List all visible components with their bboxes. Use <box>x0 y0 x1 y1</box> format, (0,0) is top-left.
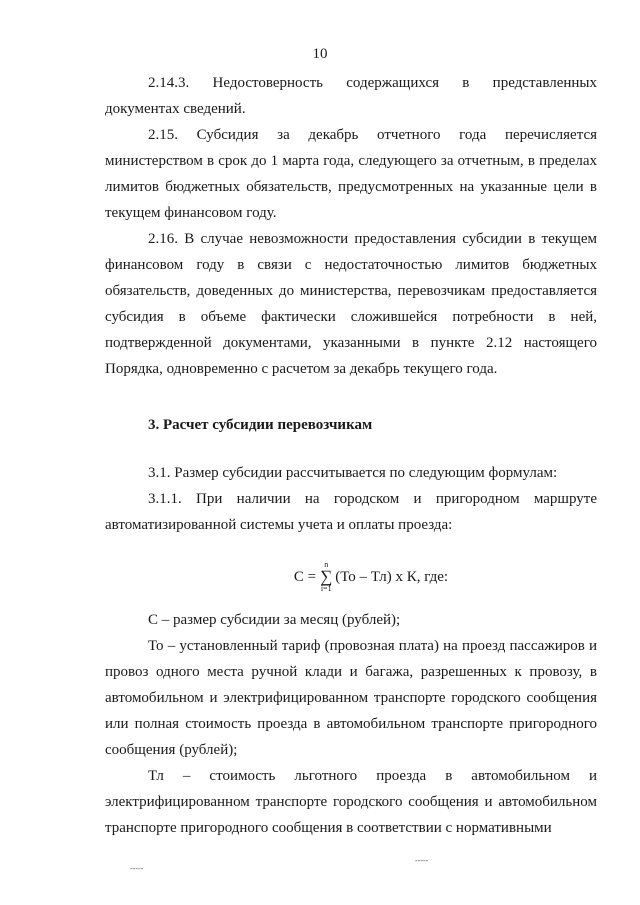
paragraph-2-15-rest: министерством в срок до 1 марта года, следующего за отчетным, в пределах лимитов бюджетных обязательств, предусмотренных на указанные цели в текущем финансовом году. <box>105 153 597 221</box>
footer-mark-left: ----- <box>130 864 144 873</box>
formula-rhs: (То – Тл) х К, где: <box>335 568 449 585</box>
footer-mark-right: ----- <box>415 856 429 865</box>
paragraph-3-1: 3.1. Размер субсидии рассчитывается по следующим формулам: <box>148 465 558 481</box>
document-body <box>105 70 597 841</box>
paragraph-2-14-3: 2.14.3. Недостоверность содержащихся в представленных документах сведений. <box>105 75 597 117</box>
paragraph-2-16: 2.16. В случае невозможности предоставления субсидии в текущем финансовом году в связи с недостаточностью лимитов бюджетных обязательств, доведенных до министерства, перевозчикам предоставляется субсидия в объеме фактически сложившейся потребности в ней, подтвержденной документами, указанными в пункте 2.12 настоящего Порядка, одновременно с расчетом за декабрь текущего года. <box>105 231 597 377</box>
sum-lower-limit: i=1 <box>320 584 332 593</box>
formula-lhs: С = <box>293 568 317 585</box>
definition-c: С – размер субсидии за месяц (рублей); <box>148 612 401 628</box>
subsidy-formula <box>105 560 597 593</box>
paragraph-3-1-1: 3.1.1. При наличии на городском и пригородном маршруте автоматизированной системы учета и оплаты проезда: <box>105 491 597 533</box>
paragraph-2-15-first-line: 2.15. Субсидия за декабрь отчетного года перечисляется <box>148 127 597 143</box>
summation-symbol <box>320 560 332 593</box>
sigma-icon: ∑ <box>320 567 333 586</box>
sum-upper-limit: n <box>324 560 329 569</box>
section-3-heading: 3. Расчет субсидии перевозчикам <box>148 417 373 433</box>
page-number: 10 <box>312 46 328 62</box>
definition-to: То – установленный тариф (провозная плата) на проезд пассажиров и провоз одного места ручной клади и багажа, разрешенных к провозу, в автомобильном и электрифицированном транспорте городского сообщения или полная стоимость проезда в автомобильном транспорте пригородного сообщения (рублей); <box>105 638 597 758</box>
definition-tl: Тл – стоимость льготного проезда в автомобильном и электрифицированном транспорте городского сообщения и автомобильном транспорте пригородного сообщения в соответствии с нормативными <box>105 768 597 836</box>
